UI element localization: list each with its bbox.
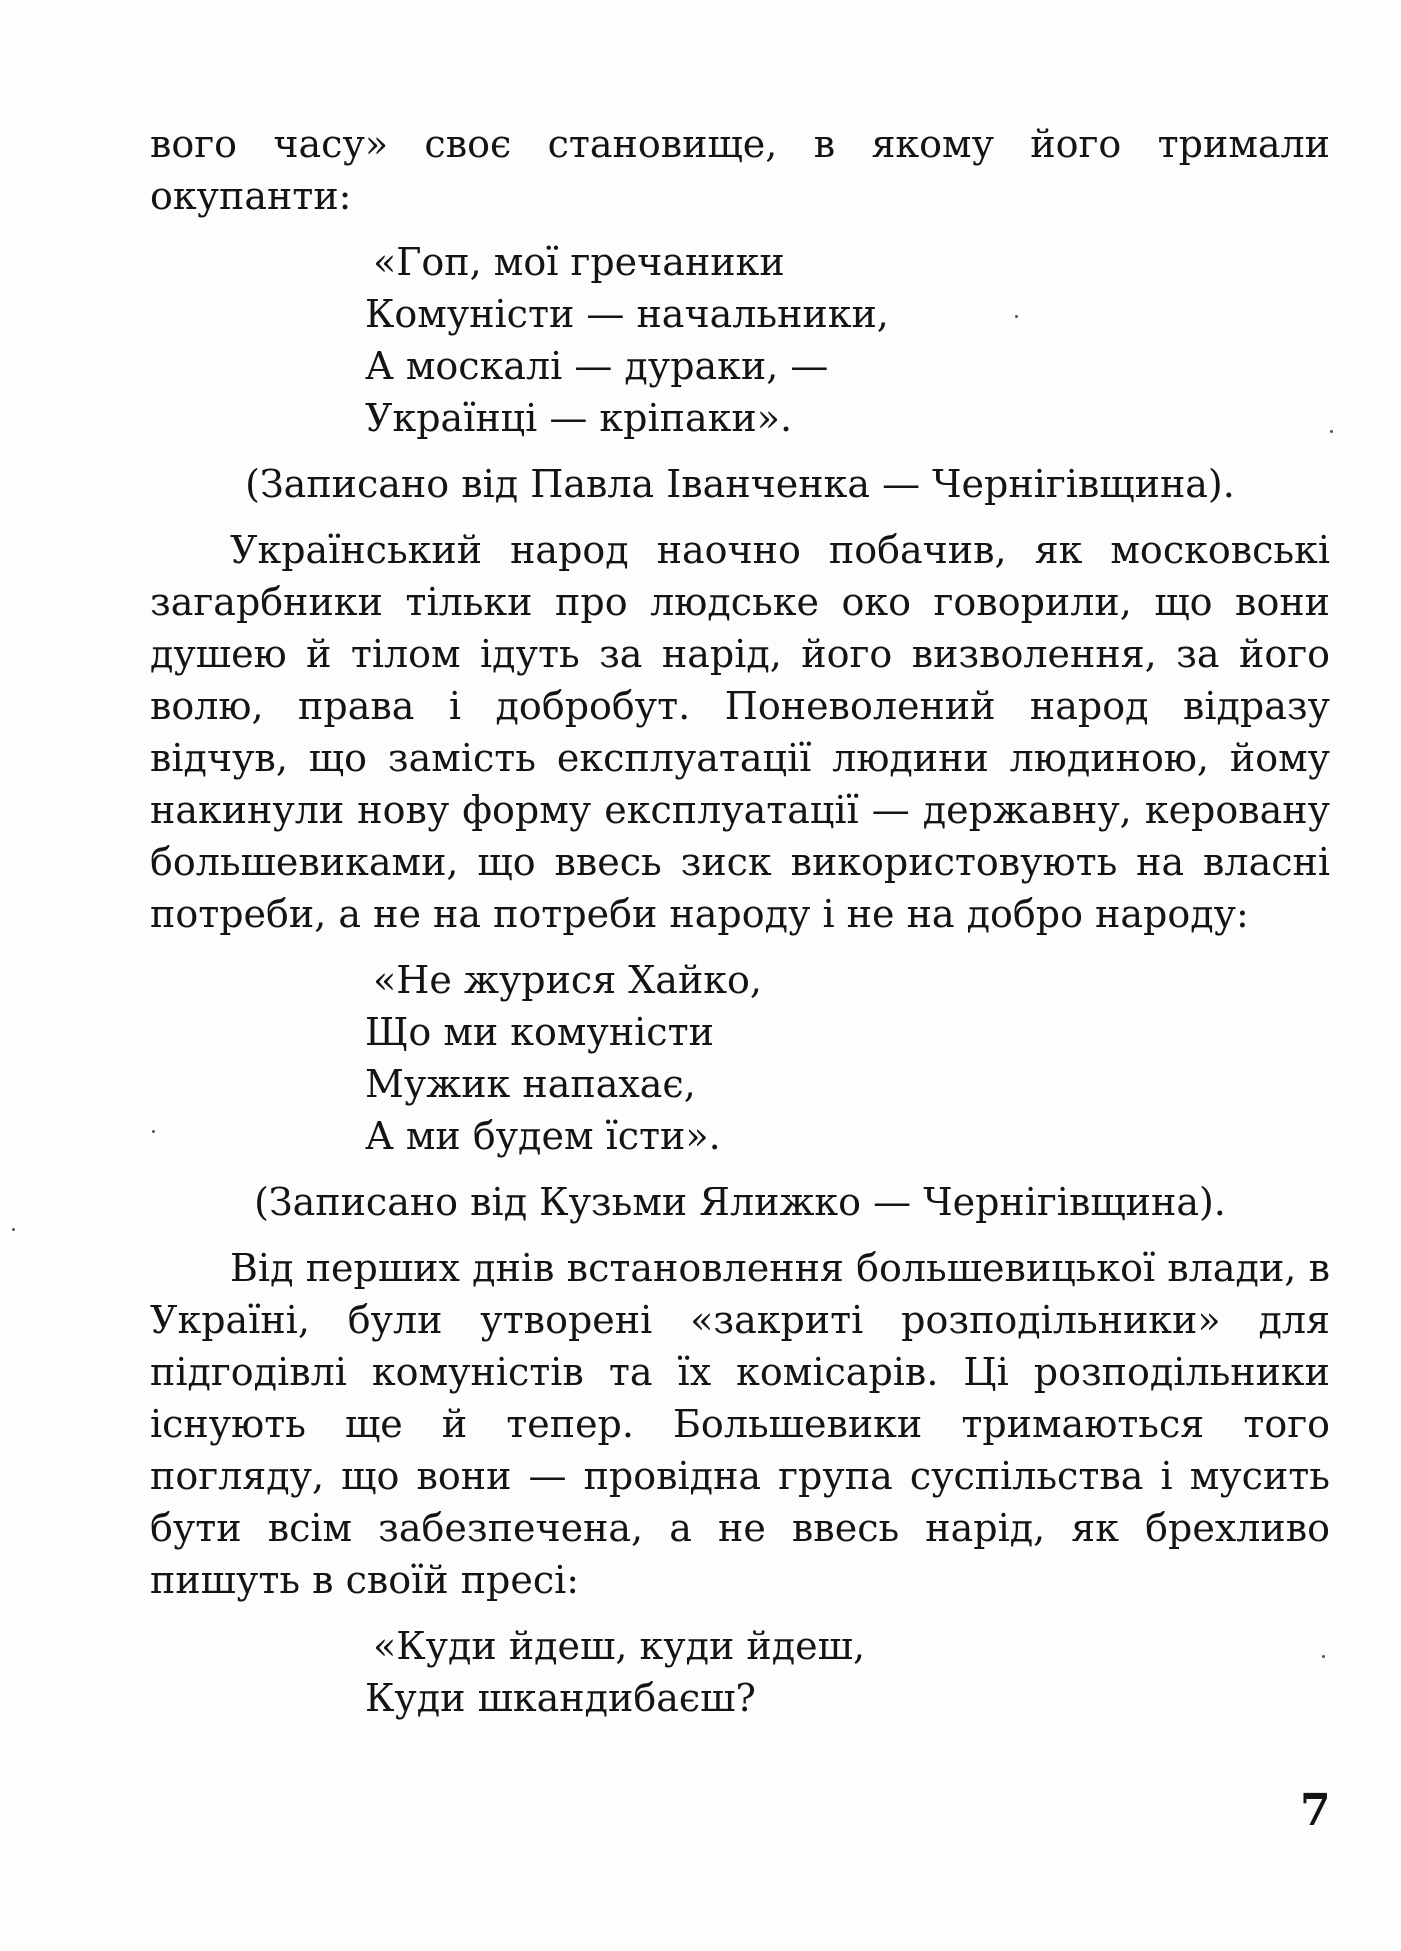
- poem-1-line-2: Комуністи — начальники,: [365, 292, 889, 336]
- poem-1-line-1: «Гоп, мої гречаники: [373, 240, 785, 284]
- paragraph-3: Від перших днів встановлення большевицької влади, в Україні, були утворені «закриті розподільники» для підгодівлі комуністів та їх комісарів. Ці розподільники існують ще й тепер. Большевики тримаються того погляду, що вони — провідна група суспільства і мусить бути всім забезпечена, а не ввесь нарід, як брехливо пишуть в своїй пресі:: [150, 1246, 1330, 1602]
- poem-3-line-1: «Куди йдеш, куди йдеш,: [373, 1624, 866, 1668]
- paragraph-2: Український народ наочно побачив, як московські загарбники тільки про людське око говорили, що вони душею й тілом ідуть за нарід, його визволення, за його волю, права і добробут. Поневолений народ відразу відчув, що замість експлуатації людини людиною, йому накинули нову форму експлуатації — державну, керовану большевиками, що ввесь зиск використовують на власні потреби, а не на потреби народу і не на добро народу:: [150, 528, 1330, 936]
- page-text: [150, 118, 1330, 1738]
- poem-1-source: (Записано від Павла Іванченка — Чернігівщина).: [245, 462, 1235, 506]
- poem-2-line-2: Що ми комуністи: [365, 1010, 714, 1054]
- page-number: 7: [1300, 1785, 1331, 1836]
- poem-3: [365, 1620, 1330, 1724]
- scan-speck: [152, 1130, 155, 1133]
- poem-2-source: (Записано від Кузьми Ялижко — Чернігівщина).: [254, 1180, 1226, 1224]
- poem-2-line-1: «Не журися Хайко,: [373, 958, 762, 1002]
- poem-1-line-4: Українці — кріпаки».: [365, 396, 793, 440]
- scan-speck: [1322, 1655, 1325, 1658]
- poem-2-line-3: Мужик напахає,: [365, 1062, 696, 1106]
- poem-2-line-4: А ми будем їсти».: [365, 1114, 721, 1158]
- intro-paragraph: вого часу» своє становище, в якому його тримали окупанти:: [150, 122, 1330, 218]
- poem-1: [365, 236, 1330, 444]
- poem-2: [365, 954, 1330, 1162]
- scan-speck: [1015, 315, 1018, 318]
- poem-1-line-3: А москалі — дураки, —: [365, 344, 829, 388]
- scan-speck: [1330, 430, 1333, 433]
- poem-3-line-2: Куди шкандибаєш?: [365, 1676, 756, 1720]
- scan-speck: [12, 1228, 15, 1231]
